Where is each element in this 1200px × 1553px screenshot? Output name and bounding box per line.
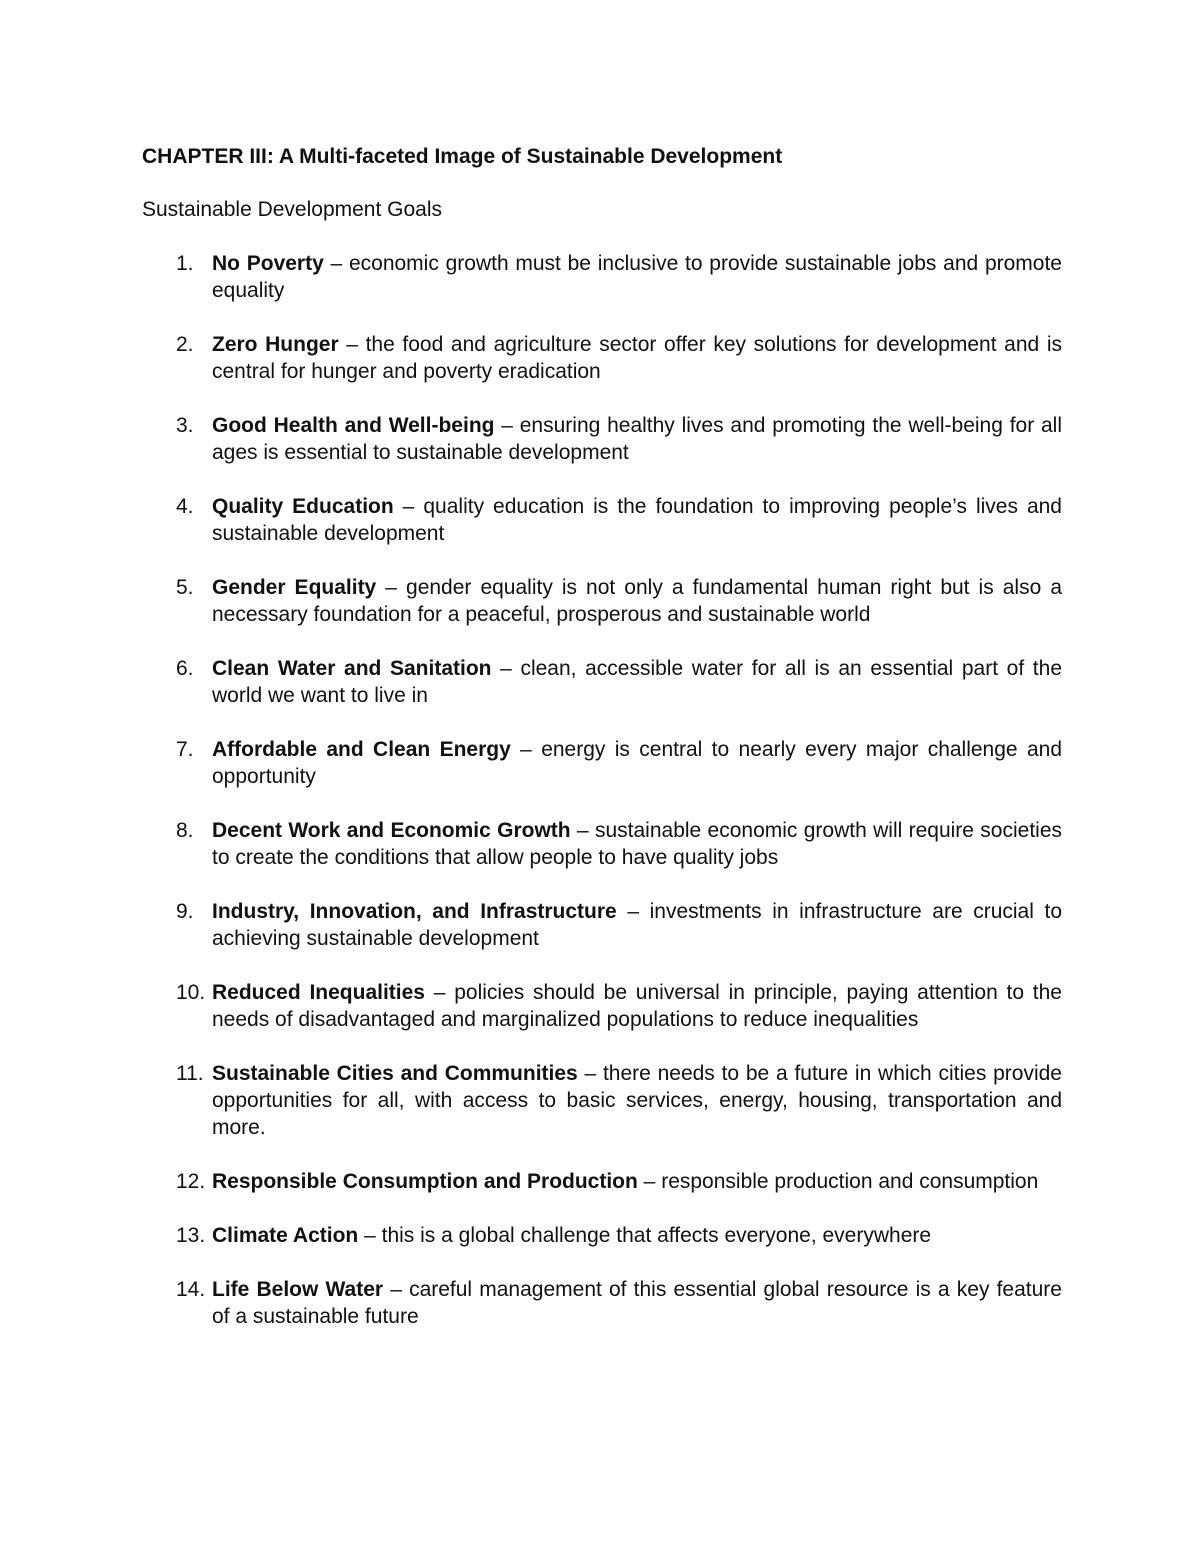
goal-number: 3. [176,414,194,437]
goal-name: Quality Education [212,495,394,518]
list-item [142,1276,1062,1330]
chapter-title: CHAPTER III: A Multi-faceted Image of Sustainable Development [142,145,783,168]
goal-number: 9. [176,900,194,923]
goal-text [212,250,1062,304]
goal-separator: – [393,495,424,518]
goal-separator: – [425,981,455,1004]
goal-text [212,979,1062,1033]
goal-description: policies should be universal in principle, paying attention to the needs of disadvantaged and marginalized populations to reduce inequalities [212,981,1062,1031]
goal-description: ensuring healthy lives and promoting the well-being for all ages is essential to sustainable development [212,414,1063,464]
list-item [142,493,1062,547]
goal-text [212,1168,1062,1195]
goal-number: 10. [176,981,206,1004]
goal-separator: – [637,1170,662,1193]
goal-description: this is a global challenge that affects everyone, everywhere [381,1224,932,1247]
goal-text [212,655,1062,709]
goal-text [212,898,1062,952]
goal-text [212,817,1062,871]
goal-name: Gender Equality [212,576,377,599]
goal-name: No Poverty [212,252,324,275]
goal-number: 11. [176,1062,204,1085]
goal-number: 6. [176,657,194,680]
goal-description: clean, accessible water for all is an essential part of the world we want to live in [212,657,1062,707]
goal-separator: – [494,414,520,437]
goal-text [212,736,1062,790]
goal-name: Sustainable Cities and Communities [212,1062,578,1085]
goal-name: Responsible Consumption and Production [212,1170,638,1193]
section-heading: Sustainable Development Goals [142,198,443,221]
goal-separator: – [616,900,650,923]
goal-name: Climate Action [212,1224,359,1247]
goal-separator: – [491,657,521,680]
goal-separator: – [323,252,349,275]
list-item [142,898,1062,952]
goal-name: Affordable and Clean Energy [212,738,511,761]
goal-separator: – [510,738,542,761]
goal-text [212,493,1062,547]
list-item [142,655,1062,709]
goal-text [212,412,1062,466]
goal-separator: – [376,576,407,599]
goal-number: 13. [176,1224,206,1247]
goal-name: Good Health and Well-being [212,414,495,437]
goal-text [212,574,1062,628]
goal-name: Decent Work and Economic Growth [212,819,571,842]
goal-number: 12. [176,1170,206,1193]
list-item [142,1222,1062,1249]
goal-description: careful management of this essential global resource is a key feature of a sustainable future [212,1278,1062,1328]
goal-number: 14. [176,1278,206,1301]
goal-description: quality education is the foundation to improving people’s lives and sustainable development [212,495,1062,545]
goal-description: responsible production and consumption [661,1170,1039,1193]
goal-description: gender equality is not only a fundamental human right but is also a necessary foundation for a peaceful, prosperous and sustainable world [212,576,1062,626]
goal-description: investments in infrastructure are crucial to achieving sustainable development [212,900,1062,950]
goal-text [212,1276,1062,1330]
goal-text [212,1222,1062,1249]
goal-number: 1. [176,252,194,275]
list-item [142,736,1062,790]
goal-separator: – [358,1224,382,1247]
list-item [142,1060,1062,1141]
goal-number: 8. [176,819,194,842]
goal-name: Clean Water and Sanitation [212,657,492,680]
goal-list [142,250,1062,1357]
goal-number: 5. [176,576,194,599]
goal-name: Life Below Water [212,1278,384,1301]
goal-text [212,1060,1062,1141]
goal-number: 4. [176,495,194,518]
goal-description: energy is central to nearly every major challenge and opportunity [212,738,1062,788]
goal-name: Reduced Inequalities [212,981,425,1004]
list-item [142,1168,1062,1195]
list-item [142,979,1062,1033]
goal-separator: – [570,819,595,842]
goal-description: sustainable economic growth will require societies to create the conditions that allow people to have quality jobs [212,819,1062,869]
list-item [142,817,1062,871]
list-item [142,250,1062,304]
goal-separator: – [577,1062,603,1085]
goal-separator: – [383,1278,410,1301]
goal-description: economic growth must be inclusive to provide sustainable jobs and promote equality [212,252,1062,302]
list-item [142,574,1062,628]
goal-number: 7. [176,738,194,761]
goal-description: there needs to be a future in which cities provide opportunities for all, with access to basic services, energy, housing, transportation and more. [212,1062,1062,1139]
goal-number: 2. [176,333,194,356]
list-item [142,331,1062,385]
goal-description: the food and agriculture sector offer key solutions for development and is central for hunger and poverty eradication [212,333,1062,383]
goal-text [212,331,1062,385]
goal-name: Zero Hunger [212,333,339,356]
goal-separator: – [338,333,366,356]
goal-name: Industry, Innovation, and Infrastructure [212,900,617,923]
list-item [142,412,1062,466]
